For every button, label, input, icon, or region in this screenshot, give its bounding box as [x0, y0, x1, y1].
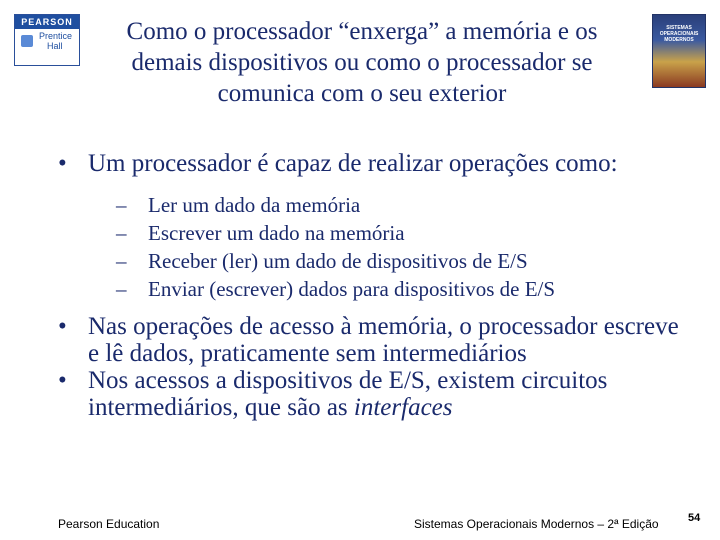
book-cover-image	[652, 14, 706, 88]
logo-imprint-line2: Hall	[47, 41, 63, 51]
bullet-text-italic: interfaces	[353, 394, 453, 421]
bullet-list	[58, 150, 688, 421]
sub-bullet-text: Escrever um dado na memória	[148, 221, 405, 245]
footer-publisher: Pearson Education	[58, 517, 160, 531]
sub-bullet-marker: –	[116, 277, 127, 301]
sub-bullet-text: Enviar (escrever) dados para dispositivos de E/S	[148, 277, 556, 301]
sub-bullet-marker: –	[116, 249, 127, 273]
slide-title: Como o processador “enxerga” a memória e os demais dispositivos ou como o processador se comunica com o seu exterior	[126, 18, 598, 107]
bullet-item	[58, 367, 688, 421]
bullet-marker: •	[58, 313, 67, 340]
footer-book-title: Sistemas Operacionais Modernos – 2ª Edição	[414, 517, 659, 531]
logo-imprint	[15, 29, 79, 51]
publisher-logo	[14, 14, 80, 66]
bullet-text: Um processador é capaz de realizar operações como:	[88, 150, 618, 177]
bullet-marker: •	[58, 150, 67, 177]
logo-brand: PEARSON	[15, 15, 79, 29]
bullet-item	[58, 313, 688, 367]
bullet-marker: •	[58, 367, 67, 394]
sub-bullet-item	[116, 247, 688, 275]
sub-bullet-text: Receber (ler) um dado de dispositivos de E/S	[148, 249, 528, 273]
sub-bullet-item	[116, 219, 688, 247]
bullet-text: Nas operações de acesso à memória, o processador escreve e lê dados, praticamente sem intermediários	[88, 313, 679, 367]
sub-bullet-item	[116, 191, 688, 219]
sub-bullet-item	[116, 275, 688, 303]
page-number: 54	[688, 512, 701, 524]
sub-bullet-text: Ler um dado da memória	[148, 193, 361, 217]
bullet-item	[58, 150, 688, 177]
book-cover-title: SISTEMAS OPERACIONAIS MODERNOS	[659, 25, 699, 43]
logo-imprint-line1: Prentice	[39, 31, 73, 41]
sub-bullet-marker: –	[116, 221, 127, 245]
sub-bullet-list	[116, 191, 688, 303]
bullet-text: Nos acessos a dispositivos de E/S, existem circuitos intermediários, que são as	[88, 367, 608, 421]
sub-bullet-marker: –	[116, 193, 127, 217]
